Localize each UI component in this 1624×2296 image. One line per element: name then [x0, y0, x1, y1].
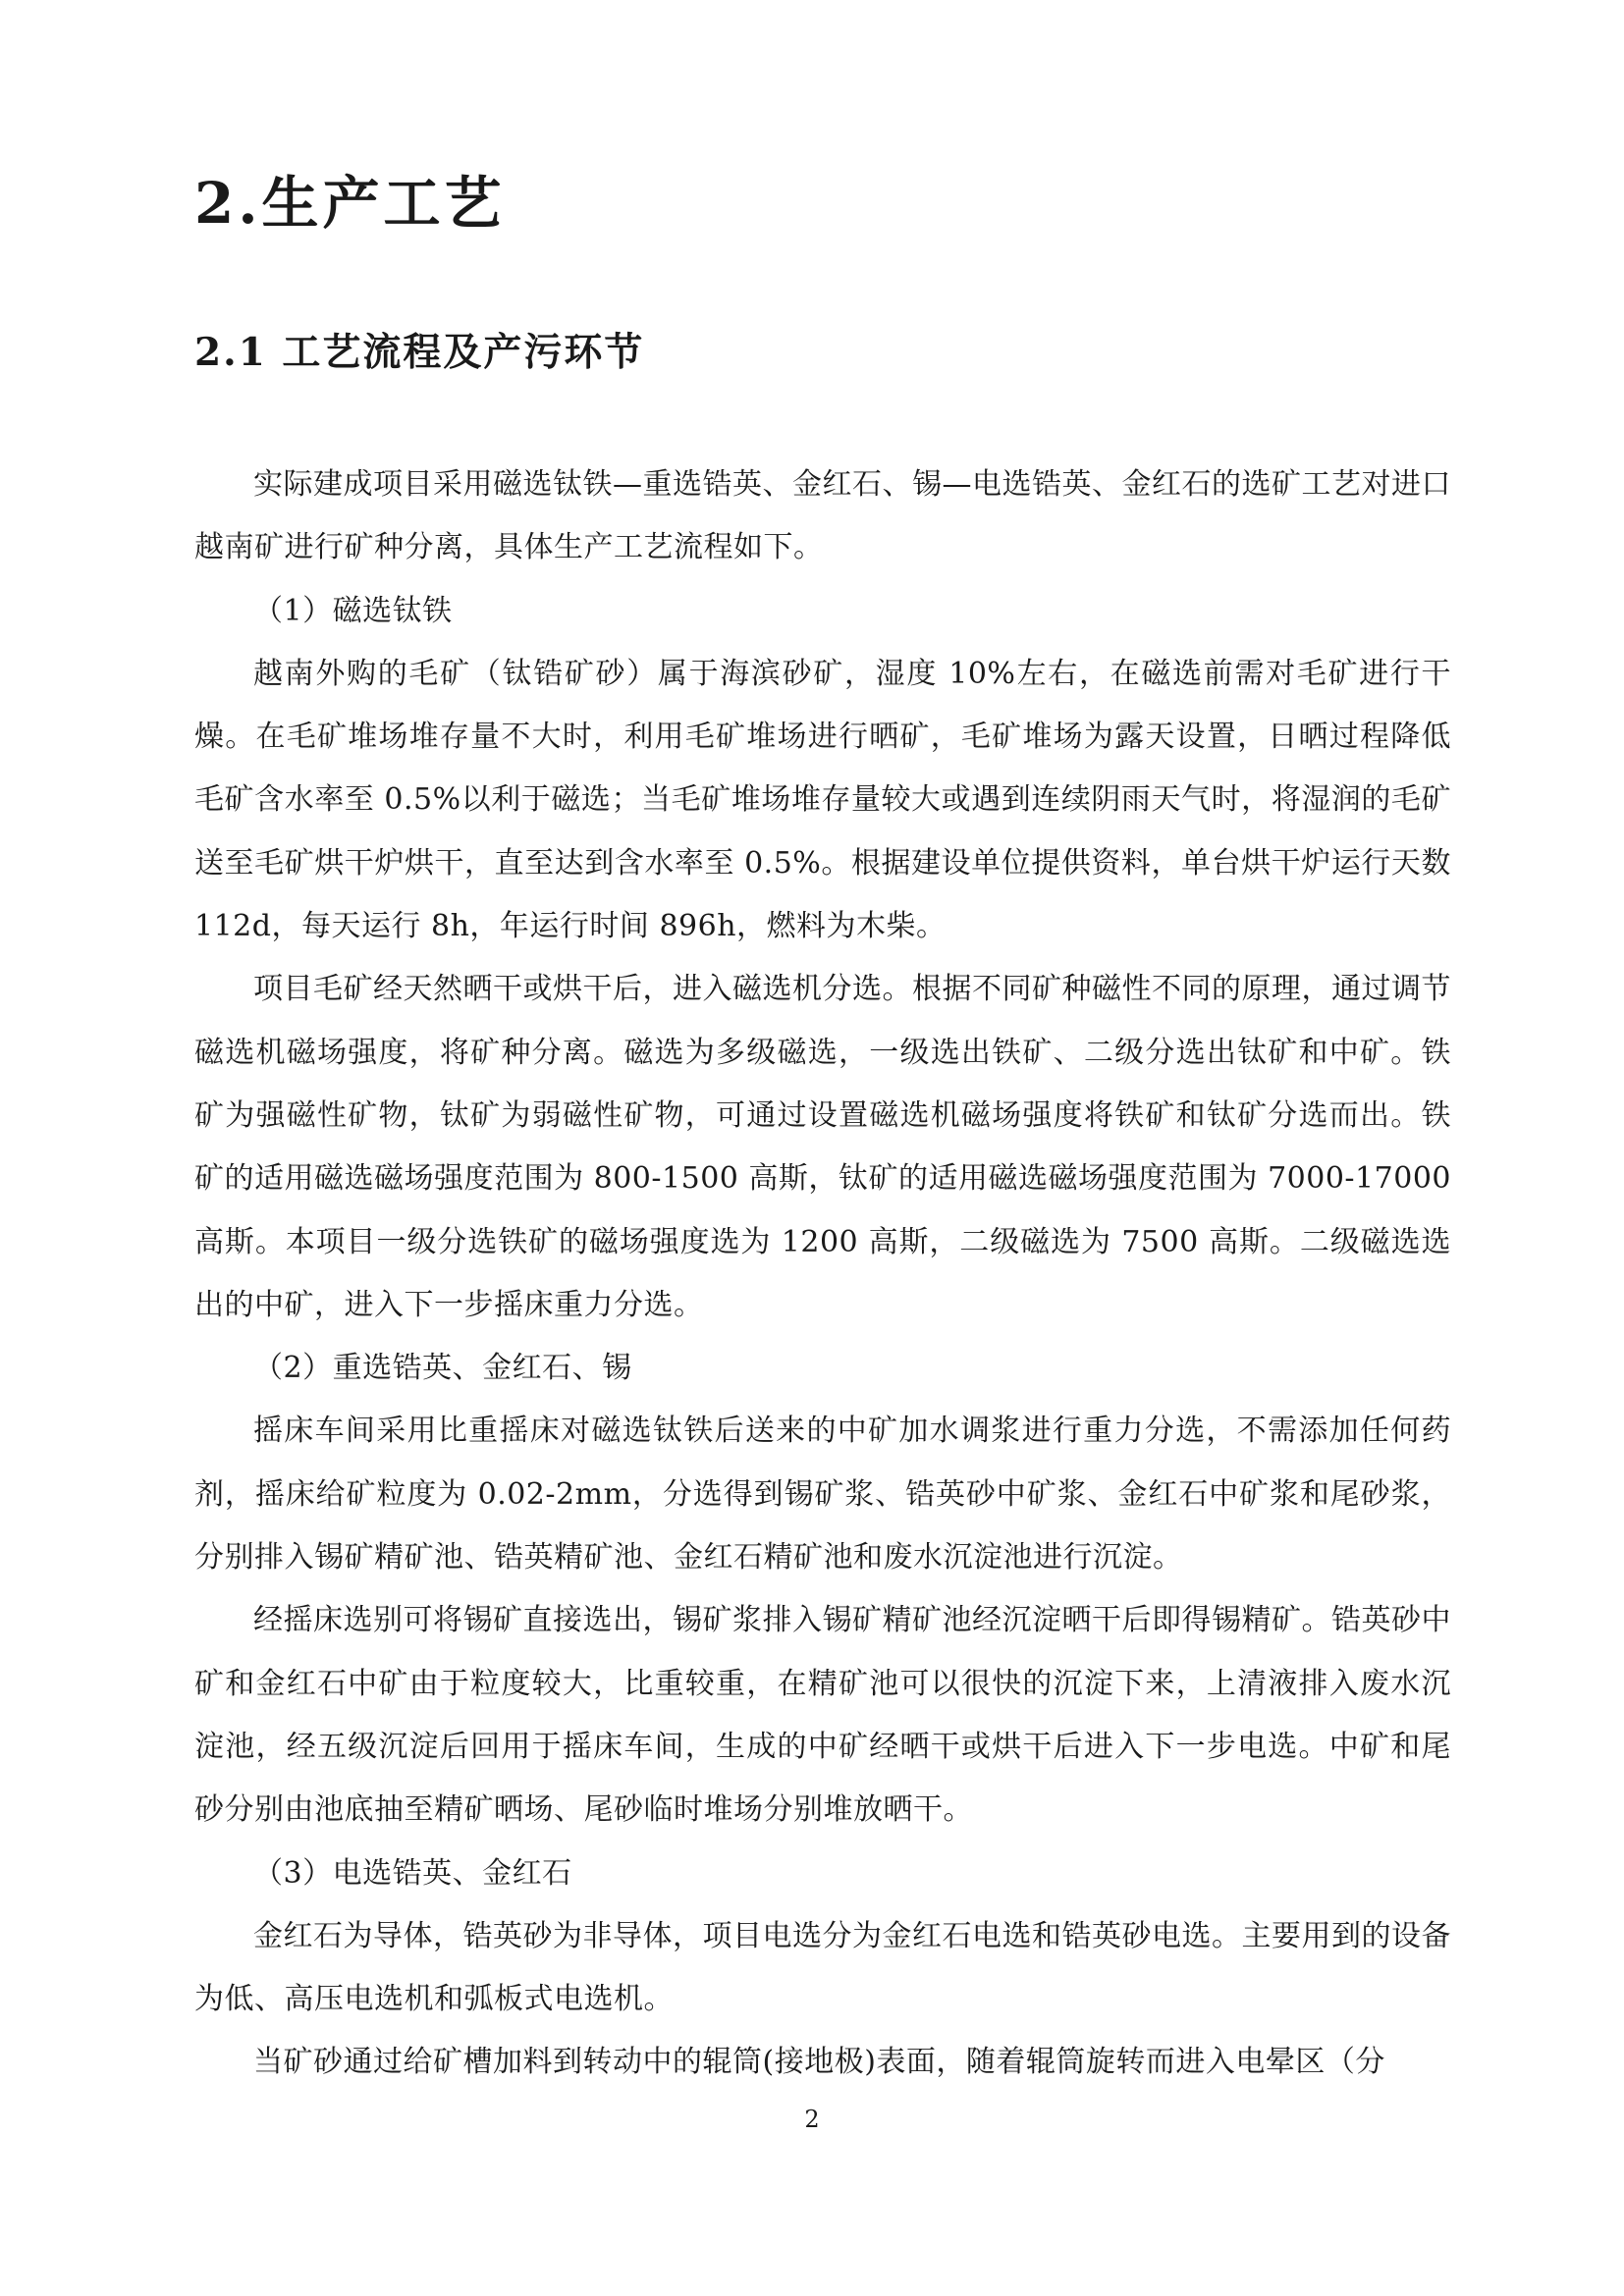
- paragraph-conductors: 金红石为导体，锆英砂为非导体，项目电选分为金红石电选和锆英砂电选。主要用到的设备为低、高压电选机和弧板式电选机。: [194, 1918, 1451, 2017]
- paragraph-roller-feed: 当矿砂通过给矿槽加料到转动中的辊筒(接地极)表面，随着辊筒旋转而进入电晕区（分: [253, 2045, 1385, 2080]
- subheading-magnetic-separation: （1）磁选钛铁: [253, 593, 453, 628]
- page-number: 2: [804, 2106, 820, 2133]
- subheading-gravity-separation: （2）重选锆英、金红石、锡: [253, 1351, 632, 1386]
- paragraph-magnetic-process: 项目毛矿经天然晒干或烘干后，进入磁选机分选。根据不同矿种磁性不同的原理，通过调节磁选机磁场强度，将矿种分离。磁选为多级磁选，一级选出铁矿、二级分选出钛矿和中矿。铁矿为强磁性矿物，钛矿为弱磁性矿物，可通过设置磁选机磁场强度将铁矿和钛矿分选而出。铁矿的适用磁选磁场强度范围为 800-1500 高斯，钛矿的适用磁选磁场强度范围为 7000-17000 高斯。本项目一级分选铁矿的磁场强度选为 1200 高斯，二级磁选为 7500 高斯。二级磁选选出的中矿，进入下一步摇床重力分选。: [194, 972, 1451, 1322]
- paragraph-drying: 越南外购的毛矿（钛锆矿砂）属于海滨砂矿，湿度 10%左右，在磁选前需对毛矿进行干燥。在毛矿堆场堆存量不大时，利用毛矿堆场进行晒矿，毛矿堆场为露天设置，日晒过程降低毛矿含水率至 0.5%以利于磁选；当毛矿堆场堆存量较大或遇到连续阴雨天气时，将湿润的毛矿送至毛矿烘干炉烘干，直至达到含水率至 0.5%。根据建设单位提供资料，单台烘干炉运行天数 112d，每天运行 8h，年运行时间 896h，燃料为木柴。: [194, 656, 1451, 944]
- paragraph-intro: 实际建成项目采用磁选钛铁—重选锆英、金红石、锡—电选锆英、金红石的选矿工艺对进口越南矿进行矿种分离，具体生产工艺流程如下。: [194, 467, 1451, 565]
- paragraph-shaking-table: 摇床车间采用比重摇床对磁选钛铁后送来的中矿加水调浆进行重力分选，不需添加任何药剂，摇床给矿粒度为 0.02-2mm，分选得到锡矿浆、锆英砂中矿浆、金红石中矿浆和尾砂浆，分别排入锡矿精矿池、锆英精矿池、金红石精矿池和废水沉淀池进行沉淀。: [194, 1414, 1451, 1575]
- section-title: 2.1 工艺流程及产污环节: [194, 330, 645, 375]
- chapter-title: 2.生产工艺: [194, 170, 506, 237]
- body-text: [194, 454, 1451, 2095]
- subheading-electrostatic-separation: （3）电选锆英、金红石: [253, 1855, 572, 1891]
- paragraph-settling: 经摇床选别可将锡矿直接选出，锡矿浆排入锡矿精矿池经沉淀晒干后即得锡精矿。锆英砂中矿和金红石中矿由于粒度较大，比重较重，在精矿池可以很快的沉淀下来，上清液排入废水沉淀池，经五级沉淀后回用于摇床车间，生成的中矿经晒干或烘干后进入下一步电选。中矿和尾砂分别由池底抽至精矿晒场、尾砂临时堆场分别堆放晒干。: [194, 1603, 1451, 1828]
